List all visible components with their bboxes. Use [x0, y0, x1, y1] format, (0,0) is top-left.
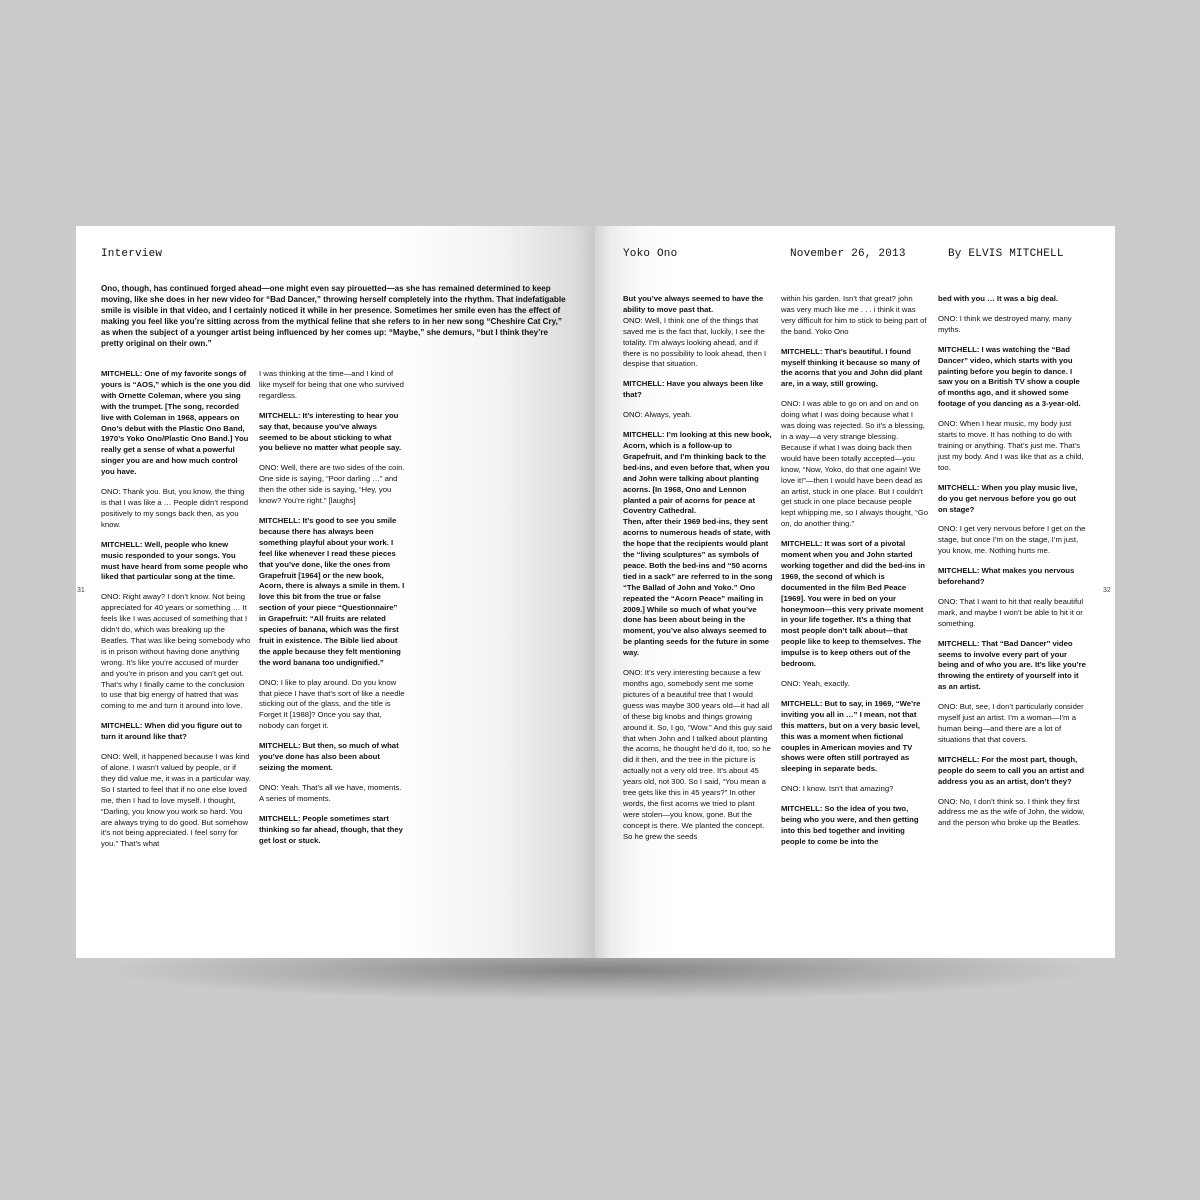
article-column-text [259, 369, 406, 846]
question-paragraph: MITCHELL: I’m looking at this new book, Acorn, which is a follow-up to Grapefruit, and I’m thinking back to the bed-ins, and even before that, when you and John were talking about planting acorns. [In 1968, Ono and Lennon planted a pair of acorns for peace at Coventry Cathedral. [623, 430, 772, 516]
answer-paragraph: ONO: Well, I think one of the things that saved me is the fact that, luckily, I see the totality. I’m always looking ahead, and if there is no possibility to look ahead, then I despise that situation. [623, 315, 767, 369]
question-paragraph: MITCHELL: It’s interesting to hear you say that, because you’ve always seemed to be about sticking to what you believe no matter what people say. [259, 410, 402, 453]
answer-paragraph: ONO: That I want to hit that really beautiful mark, and maybe I won’t be able to hit it or something. [938, 596, 1084, 628]
answer-paragraph: ONO: I like to play around. Do you know that piece I have that’s sort of like a needle sticking out of the glass, and the title is Forget It [1988]? Once you say that, nobody can forget it. [259, 677, 405, 731]
running-header-date: November 26, 2013 [790, 248, 906, 260]
question-paragraph: MITCHELL: Have you always been like that? [623, 379, 764, 400]
answer-paragraph: ONO: Well, it happened because I was kind of alone. I wasn’t valued by people, or if they did value me, it was in a particular way. So I started to feel that if no one else loved me, then I had to love myself. I thought, “Darling, you know you work so hard. You are always trying to do good. But somehow it’s not being appreciated. I feel sorry for you.” That’s what [101, 752, 251, 849]
question-paragraph: Then, after their 1969 bed-ins, they sent acorns to numerous heads of state, with the hope that the recipients would plant the “living sculptures” as symbols of peace. Both the bed-ins and “50 acorns tied in a sack” are referred to in the song “The Ballad of John and Yoko.” Ono repeated the “Acorn Peace” mailing in 2009.] While so much of what you’ve done has been about being in the moment, you’ve also always seemed to be planting seeds for the future in some way. [623, 517, 773, 658]
question-paragraph: MITCHELL: That’s beautiful. I found myself thinking it because so many of the acorns that you and John did plant are, in a way, still growing. [781, 346, 923, 389]
running-header-subject: Yoko Ono [623, 248, 678, 260]
question-paragraph: MITCHELL: But to say, in 1969, “We’re inviting you all in …” I mean, not that this matters, but on a very basic level, this was a moment when fictional couples in American movies and TV shows were often still portrayed as sleeping in separate beds. [781, 698, 921, 774]
answer-paragraph: I was thinking at the time—and I kind of like myself for being that one who survived regardless. [259, 369, 404, 400]
question-paragraph: MITCHELL: What makes you nervous beforehand? [938, 566, 1075, 587]
intro-paragraph: Ono, though, has continued forged ahead—one might even say pirouetted—as she has remained determined to keep moving, like she does in her new video for “Bad Dancer,” throwing herself completely into the rhythm. That indefatigable smile is visible in that video, and I certainly noticed it while in her presence. Sometimes her smile even has the effect of making you feel like you’re sitting across from the mythical feline that she refers to in her new song “Cheshire Cat Cry,” as when the subject of a younger artist being influenced by her comes up: “Maybe,” she demurs, “but I think they’re pretty original on their own.” [101, 284, 566, 348]
article-column-text [623, 294, 773, 843]
article-column [259, 369, 406, 855]
answer-paragraph: ONO: I know. Isn’t that amazing? [781, 784, 894, 794]
question-paragraph: MITCHELL: So the idea of you two, being who you were, and then getting into this bed together and inviting people to come be into the [781, 804, 919, 846]
answer-paragraph: ONO: Yeah, exactly. [781, 679, 850, 688]
answer-paragraph: ONO: No, I don’t think so. I think they first address me as the wife of John, the widow, and the person who broke up the Beatles. [938, 796, 1085, 828]
answer-paragraph: ONO: I was able to go on and on and on doing what I was doing because what I was doing was rejected. So it’s a blessing, in a way—a very strange blessing. Because if what I was doing back then would have been totally accepted—you know, “Now, Yoko, do that one again! We love it!”—then I would have been dead as an artist, stuck in one place. But I couldn’t get stuck in one place because people kept whipping me, so I always thought, “Go on, do another thing.” [781, 399, 928, 529]
answer-paragraph: ONO: But, see, I don’t particularly consider myself just an artist. I’m a woman—I’m a human being—and there are a lot of situations that that covers. [938, 702, 1084, 744]
answer-paragraph: ONO: I think we destroyed many, many myths. [938, 313, 1072, 334]
question-paragraph: MITCHELL: But then, so much of what you’ve done has also been about seizing the moment. [259, 741, 399, 772]
right-page [595, 226, 1115, 958]
answer-paragraph: ONO: When I hear music, my body just starts to move. It has nothing to do with training or anything. That’s just me. That’s just my body. And I was like that as a child, too. [938, 419, 1084, 472]
article-column-text [781, 294, 928, 848]
page-number: 31 [77, 587, 85, 594]
running-header-section: Interview [101, 248, 163, 260]
question-paragraph: MITCHELL: It was sort of a pivotal moment when you and John started working together and did the bed-ins in 1969, the second of which is documented in the film Bed Peace [1969]. You were in bed on your honeymoon—this very private moment in your life together. It’s a thing that most people don’t talk about—that people like to keep to themselves. The impulse is to keep others out of the bedroom. [781, 539, 925, 669]
article-column [781, 294, 928, 857]
answer-paragraph: ONO: Well, there are two sides of the coin. One side is saying, “Poor darling …” and then the other side is saying, “Hey, you know? You’re right.” [laughs] [259, 463, 405, 506]
question-paragraph: MITCHELL: For the most part, though, people do seem to call you an artist and address you as an artist, don’t they? [938, 754, 1085, 786]
article-column-text [101, 369, 252, 850]
question-paragraph: MITCHELL: Well, people who knew music responded to your songs. You must have heard from some people who liked that particular song at the time. [101, 539, 248, 582]
question-paragraph: MITCHELL: One of my favorite songs of yours is “AOS,” which is the one you did with Ornette Coleman, where you sing with the trumpet. [The song, recorded live with Coleman in 1968, appears on Ono’s debut with the Plastic Ono Band, 1970’s Yoko Ono/Plastic Ono Band.] You really get a sense of what a powerful singer you are and how much control you have. [101, 369, 251, 477]
article-column-text [938, 294, 1087, 829]
question-paragraph: MITCHELL: It’s good to see you smile because there has always been something playful about your work. I feel like whenever I read these pieces that you’ve done, like the ones from Grapefruit [1964] or the new book, Acorn, there is always a smile in them. I love this bit from the true or false section of your piece “Questionnaire” in Grapefruit: “All fruits are related species of banana, which was the first fruit in existence. The Bible lied about the apple because they felt mentioning the word banana too undignified.” [259, 515, 405, 667]
answer-paragraph: ONO: Yeah. That’s all we have, moments. A series of moments. [259, 782, 402, 803]
answer-paragraph: ONO: Right away? I don’t know. Not being appreciated for 40 years or something … It feels like I was accused of something that I didn’t do, which was breaking up the Beatles. That was like being somebody who is in prison without having done anything wrong. It’s like you’re accused of murder and you’re in prison and you can’t get out. That’s why I finally came to the conclusion to use that big energy of hatred that was coming to me and turn it around into love. [101, 592, 251, 711]
question-paragraph: MITCHELL: People sometimes start thinking so far ahead, though, that they get lost or stuck. [259, 813, 403, 845]
left-page [76, 226, 595, 958]
question-paragraph: MITCHELL: I was watching the “Bad Dancer” video, which starts with you painting before you begin to dance. I saw you on a British TV show a couple of months ago, and it showed some footage of you dancing as a 3-year-old. [938, 344, 1081, 409]
answer-paragraph: ONO: I get very nervous before I get on the stage, but once I’m on the stage, I’m just, you know, me. Nothing hurts me. [938, 524, 1086, 556]
article-column [101, 369, 252, 859]
answer-paragraph: ONO: Thank you. But, you know, the thing is that I was like a … People didn’t respond positively to my songs back then, as you know. [101, 487, 248, 529]
question-paragraph: MITCHELL: When did you figure out to turn it around like that? [101, 721, 242, 742]
answer-paragraph: ONO: Always, yeah. [623, 410, 692, 420]
question-paragraph: MITCHELL: When you play music live, do you get nervous before you go out on stage? [938, 482, 1078, 514]
answer-paragraph: within his garden. Isn’t that great? john was very much like me . . . i think it was very difficult for him to stick to being part of the band. Yoko Ono [781, 294, 927, 336]
question-paragraph: bed with you … It was a big deal. [938, 294, 1059, 303]
answer-paragraph: ONO: It’s very interesting because a few months ago, somebody sent me some pictures of a beautiful tree that I would guess was maybe 300 years old—it had all of these big knobs and things growing around it. So, I go, “Wow.” And this guy said that when John and I talked about planting the acorns, he thought he’d do it, too, so he did it then, and the tree in the picture is actually not a very old tree. It’s about 45 years old, not 300. So I said, “You mean a tree gets like this in 45 years?” In other words, the first acorns we tried to plant were stolen—you know, gone. But the concept is there. We planted the concept. So he grew the seeds [623, 668, 772, 841]
question-paragraph: MITCHELL: That “Bad Dancer” video seems to involve every part of your being and of who you are. It’s like you’re throwing the entirety of yourself into it as an artist. [938, 638, 1086, 692]
article-column [938, 294, 1087, 838]
page-number: 32 [1103, 587, 1111, 594]
question-paragraph: But you’ve always seemed to have the ability to move past that. [623, 294, 764, 314]
running-header-byline: By ELVIS MITCHELL [948, 248, 1064, 260]
article-column [623, 294, 773, 852]
